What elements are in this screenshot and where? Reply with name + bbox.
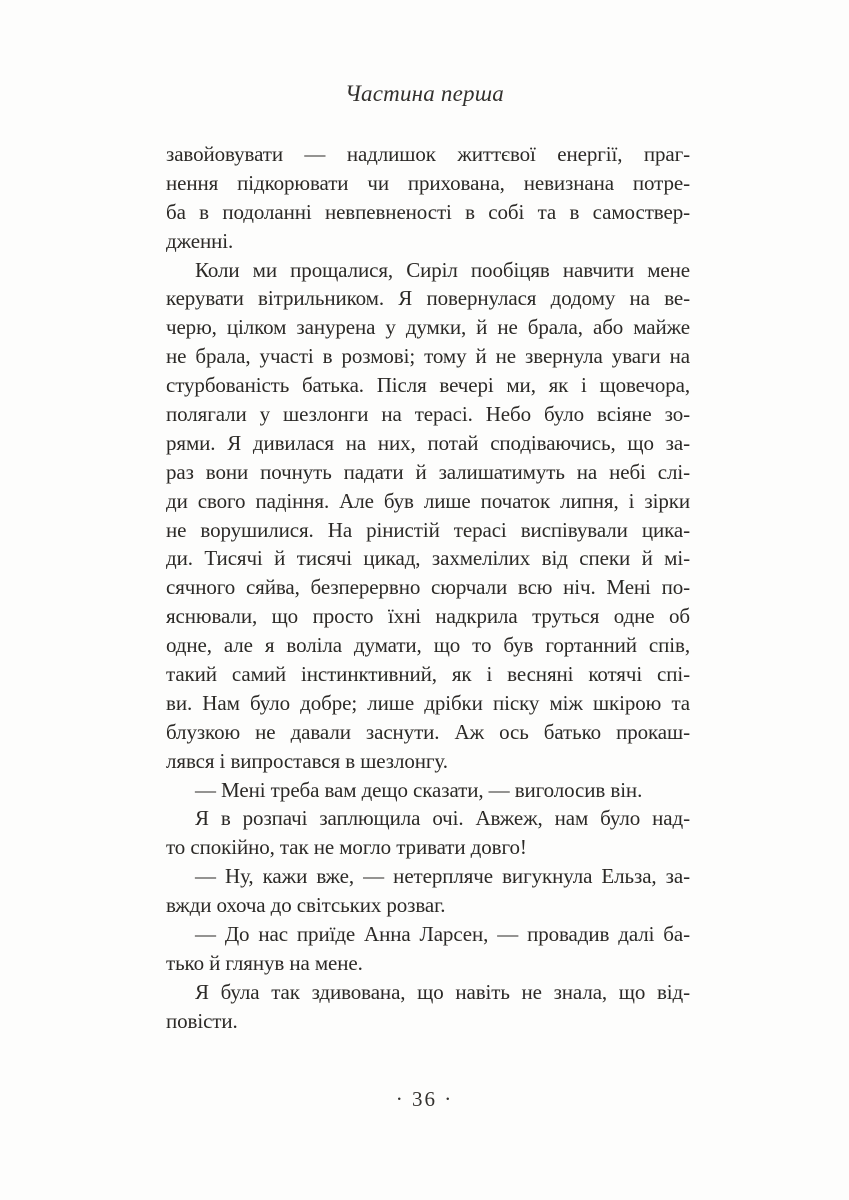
text-line: черю, цілком занурена у думки, й не брала, або майже — [166, 315, 690, 340]
text-line: ба в подоланні невпевненості в собі та в самоствер- — [166, 199, 690, 224]
text-line: полягали у шезлонги на терасі. Небо було всіяне зо- — [166, 402, 690, 427]
paragraph — [166, 978, 690, 1036]
text-line: не брала, участі в розмові; тому й не звернула уваги на — [166, 344, 690, 369]
text-line: одне, але я воліла думати, що то був гортанний спів, — [166, 633, 690, 658]
paragraph — [166, 256, 690, 776]
text-line: лявся і випростався в шезлонгу. — [166, 748, 448, 773]
paragraph — [166, 862, 690, 920]
paragraph — [166, 804, 690, 862]
text-line: Коли ми прощалися, Сиріл пообіцяв навчити мене — [195, 257, 690, 282]
text-line: завойовувати — надлишок життєвої енергії, праг- — [166, 142, 690, 166]
text-line: Я була так здивована, що навіть не знала, що від- — [195, 979, 690, 1004]
text-line: сячного сяйва, безперервно сюрчали всю ніч. Мені по- — [166, 575, 690, 600]
text-line: такий самий інстинктивний, як і весняні котячі спі- — [166, 662, 690, 687]
body-text — [166, 140, 690, 1036]
paragraph — [166, 920, 690, 978]
text-line: керувати вітрильником. Я повернулася додому на ве- — [166, 286, 690, 311]
text-line: — Мені треба вам дещо сказати, — виголосив він. — [195, 777, 643, 802]
text-line: вжди охоча до світських розваг. — [166, 893, 446, 918]
text-line: яснювали, що просто їхні надкрила труться одне об — [166, 604, 690, 629]
text-line: дженні. — [166, 228, 234, 253]
page-number: · 36 · — [395, 1087, 454, 1111]
text-line: нення підкорювати чи прихована, невизнана потре- — [166, 170, 690, 195]
text-line: тько й глянув на мене. — [166, 950, 363, 975]
text-line: блузкою не давали заснути. Аж ось батько прокаш- — [166, 719, 690, 744]
text-line: Я в розпачі заплющила очі. Авжеж, нам було над- — [195, 806, 690, 831]
text-line: то спокійно, так не могло тривати довго! — [166, 835, 527, 860]
text-line: стурбованість батька. Після вечері ми, як і щовечора, — [166, 373, 690, 398]
text-line: ви. Нам було добре; лише дрібки піску між шкірою та — [166, 690, 690, 715]
text-line: раз вони почнуть падати й залишатимуть на небі слі- — [166, 459, 690, 484]
text-line: — До нас приїде Анна Ларсен, — провадив далі ба- — [195, 922, 690, 947]
text-line: ди свого падіння. Але був лише початок липня, і зірки — [166, 488, 690, 513]
text-line: рями. Я дивилася на них, потай сподіваючись, що за- — [166, 430, 690, 455]
section-header: Частина перша — [345, 81, 504, 106]
text-line: — Ну, кажи вже, — нетерпляче вигукнула Ельза, за- — [195, 864, 690, 889]
text-line: повісти. — [166, 1008, 238, 1033]
text-line: не ворушилися. На рінистій терасі виспівували цика- — [166, 517, 690, 542]
paragraph — [166, 140, 690, 256]
text-line: ди. Тисячі й тисячі цикад, захмелілих від спеки й мі- — [166, 546, 690, 571]
paragraph — [166, 776, 690, 805]
